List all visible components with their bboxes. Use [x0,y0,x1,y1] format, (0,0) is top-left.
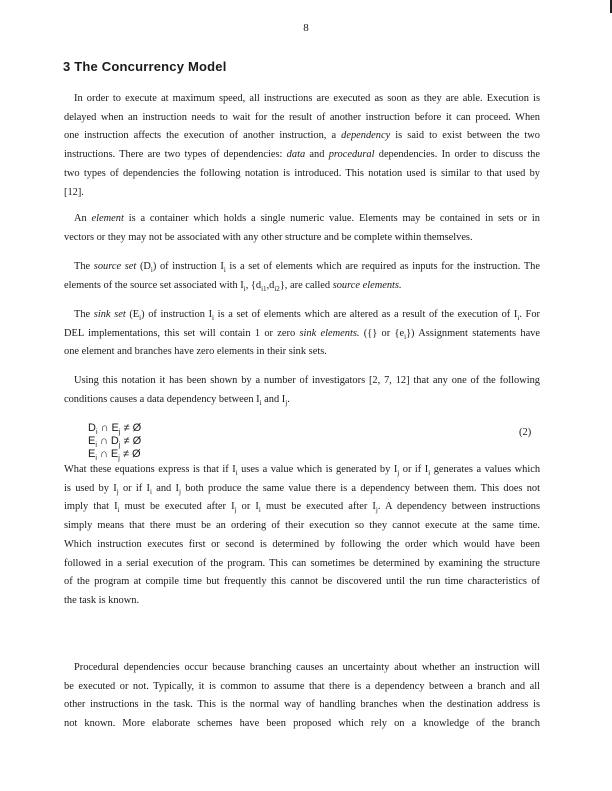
text-line: the task is known. [64,594,140,606]
subscript: i [139,314,142,322]
text-line: instructions. There are two types of dependencies: data and procedural dependencies. In order to discuss the [64,149,540,161]
emphasized-term: element [91,213,124,224]
page-number: 8 [303,22,309,34]
text-line: be executed or not. Typically, it is common to assume that there is a dependency between a branch and all [64,680,540,692]
text-line: one instruction affects the execution of another instruction, a dependency is said to exist between the two [64,130,540,142]
text-line: conditions causes a data dependency between $I_i$ and $I_j$. [64,393,290,407]
subscript: j [118,455,120,462]
subscript: i1 [261,284,267,293]
text-line: What these equations express is that if $I_i$ uses a value which is generated by $I_j$ or if $I_i$ generates a values which [64,464,541,477]
equation-number: (2) [519,427,532,438]
subscript: j [116,487,119,496]
equation-line: $D_i$ ∩ $E_j$ ≠ Ø [88,422,142,436]
text-line: Procedural dependencies occur because branching causes an uncertainty about whether an instruction will [74,662,540,673]
subscript: j [118,442,121,449]
equation-line: $E_i$ ∩ $E_j$ ≠ Ø [88,448,141,462]
emphasized-term: sink set [93,309,126,320]
text-line: of the program at compile time but frequently this cannot be discovered until the run time characteristics of [64,576,540,588]
subscript: i [235,469,238,477]
text-line: In order to execute at maximum speed, all instructions are executed as soon as they are able. Execution is [74,93,540,104]
emphasized-term: sink elements. [299,327,360,339]
subscript: i [223,266,226,274]
text-line: DEL implementations, this set will contain 1 or zero sink elements. ({} or $\{e_i\}$) Assignment statements have [64,327,540,341]
text-line: An element is a container which holds a single numeric value. Elements may be contained in sets or in [74,213,541,224]
subscript: i [404,332,407,341]
text-line: other instructions in the task. This is the normal way of handling branches when the destination address is [64,699,540,711]
text-line: simply means that there must be an ordering of their execution so they cannot execute at the same time. [64,520,540,532]
subscript: i [517,314,520,322]
subscript: j [285,398,288,407]
text-line: The source set $(D_i)$ of instruction $I_i$ is a set of elements which are required as inputs for the instruction. The [74,261,540,274]
equation-line: $E_i$ ∩ $D_j$ ≠ Ø [88,435,142,449]
subscript: j [397,469,400,477]
subscript: i [149,487,152,496]
emphasized-term: procedural [328,149,375,161]
emphasized-term: dependency [341,130,391,142]
subscript: i [95,429,98,436]
subscript: i [95,455,97,462]
subscript: i [243,284,246,293]
text-line: [12]. [64,186,84,198]
emphasized-term: source elements. [332,279,402,291]
text-line: not known. More elaborate schemes have been proposed which rely on a knowledge of the branch [64,718,540,730]
text-line: vectors or they may not be associated with any other structure and be complete within themselves. [64,231,473,243]
text-line: Using this notation it has been shown by a number of investigators [2, 7, 12] that any one of the following [74,375,540,386]
subscript: j [118,429,121,436]
subscript: i [259,398,262,407]
subscript: i [117,506,120,515]
text-line: is used by $I_j$ or if $I_i$ and $I_j$ both produce the same value there is a dependency between them. This does not [64,482,540,496]
subscript: j [375,506,378,515]
text-line: delayed when an instruction needs to wait for the result of another instruction before it can proceed. When [64,111,540,123]
text-line: elements of the source set associated with $I_i$, $\{d_{i1},d_{i2}\}$, are called source elements. [64,279,402,293]
subscript: j [178,487,181,496]
subscript: i [150,266,153,274]
subscript: j [234,506,237,515]
emphasized-term: data [286,149,306,161]
text-line: Which instruction executes first or second is determined by following the order which would have been [64,538,540,550]
subscript: i [428,469,431,477]
text-line: two types of dependencies the following notation is introduced. This notation used is similar to that used by [64,167,540,179]
subscript: i [212,314,214,322]
emphasized-term: source set [93,261,137,272]
section-heading: 3 The Concurrency Model [63,59,227,74]
subscript: i2 [274,284,280,293]
subscript: i [258,506,261,515]
text-line: The sink set $(E_i)$ of instruction $I_i$ is a set of elements which are altered as a result of the execution of $I_i$. For [74,309,540,322]
text-line: followed in a serial execution of the program. This can sometimes be determined by examining the structure [64,557,540,569]
text-line: one element and branches have zero elements in their sink sets. [64,346,327,358]
text-line: imply that $I_i$ must be executed after $I_j$ or $I_i$ must be executed after $I_j$. A dependency between instructions [64,501,541,515]
subscript: i [95,442,97,449]
